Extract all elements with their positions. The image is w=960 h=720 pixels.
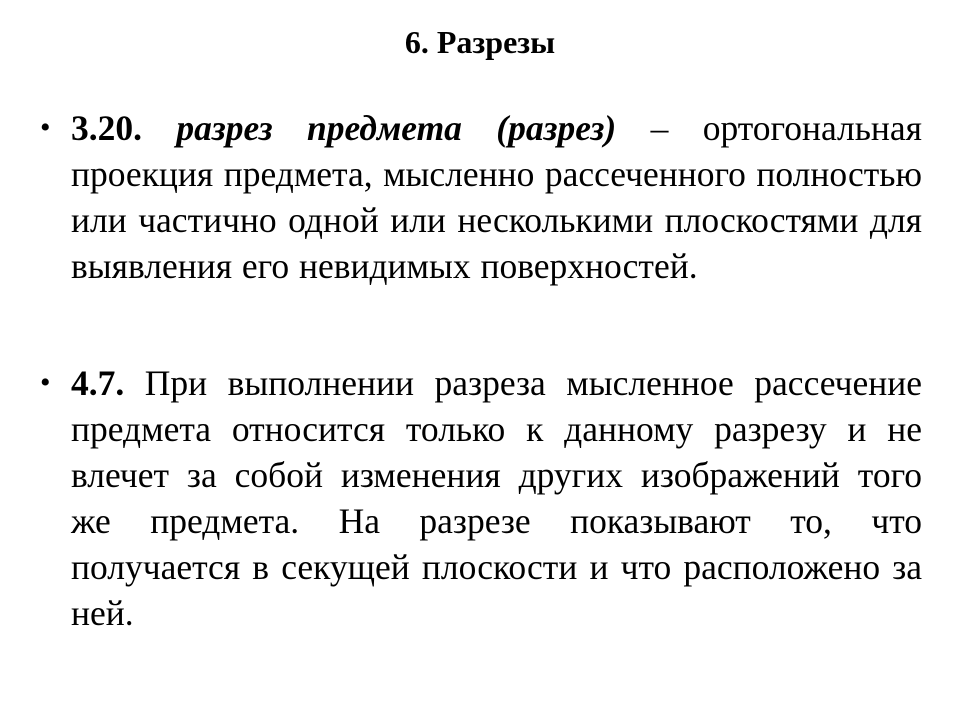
clause-number: 3.20. — [71, 108, 142, 148]
definition-paragraph — [71, 105, 922, 289]
bullet-marker: • — [40, 111, 51, 144]
slide-title: 6. Разрезы — [404, 24, 556, 60]
rule-paragraph — [71, 360, 922, 636]
bullet-marker: • — [40, 366, 51, 399]
term-dash: – — [650, 108, 669, 148]
rule-text: При выполнении разреза мысленное рассечение предмета относится только к данному разрезу и не влечет за собой изменения других изображений того же предмета. На разрезе показывают то, что получается в секущей плоскости и что расположено за ней. — [71, 363, 922, 633]
clause-number: 4.7. — [71, 363, 125, 403]
definition-text: ортогональная проекция предмета, мысленно рассеченного полностью или частично одной или несколькими плоскостями для выявления его невидимых поверхностей. — [71, 108, 922, 286]
defined-term: разрез предмета (разрез) — [176, 108, 617, 148]
